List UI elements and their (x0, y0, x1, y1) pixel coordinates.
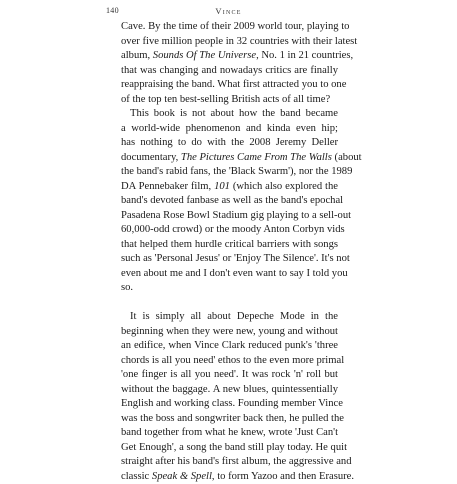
paragraph-2 (121, 107, 338, 296)
text-line: without the baggage. A new blues, quintessentially (121, 383, 338, 398)
text-line: such as 'Personal Jesus' or 'Enjoy The Silence'. It's not (121, 252, 338, 267)
text-line: band's devoted fanbase as well as the band's epochal (121, 194, 338, 209)
paragraph-3 (121, 310, 338, 484)
text-line: an edifice, when Vince Clark reduced punk's 'three (121, 339, 338, 354)
text-line: beginning when they were new, young and without (121, 325, 338, 340)
text-line: album, Sounds Of The Universe, No. 1 in 21 countries, (121, 49, 338, 64)
text-line: 'one finger is all you need'. It was rock 'n' roll but (121, 368, 338, 383)
text-line: straight after his band's first album, the aggressive and (121, 455, 338, 470)
text-line: reappraising the band. What first attracted you to one (121, 78, 338, 93)
italic-title: Speak & Spell (152, 471, 212, 482)
running-header (0, 6, 457, 18)
italic-title: Sounds Of The Universe (153, 50, 256, 61)
text-line: English and working class. Founding member Vince (121, 397, 338, 412)
text-line: was the boss and songwriter back then, he pulled the (121, 412, 338, 427)
text-line: classic Speak & Spell, to form Yazoo and then Erasure. (121, 470, 338, 484)
text-line: Get Enough', a song the band still play today. He quit (121, 441, 338, 456)
text-line: documentary, The Pictures Came From The Walls (about (121, 151, 338, 166)
text-line: that helped them hurdle critical barriers with songs (121, 238, 338, 253)
text-line: of the top ten best-selling British acts of all time? (121, 93, 338, 108)
paragraph-1 (121, 20, 338, 107)
text-line: a world-wide phenomenon and kinda even hip; (121, 122, 338, 137)
text-line: so. (121, 281, 338, 296)
italic-title: 101 (214, 181, 230, 192)
text-line: This book is not about how the band became (121, 107, 338, 122)
text-line: Pasadena Rose Bowl Stadium gig playing to a sell-out (121, 209, 338, 224)
page-number: 140 (106, 6, 119, 15)
text-line: chords is all you need' ethos to the even more primal (121, 354, 338, 369)
running-title: Vince (0, 6, 457, 16)
paragraph-gap (121, 296, 338, 311)
text-line: the band's rabid fans, the 'Black Swarm'), nor the 1989 (121, 165, 338, 180)
text-line: over five million people in 32 countries with their latest (121, 35, 338, 50)
text-line: that was changing and nowadays critics are finally (121, 64, 338, 79)
text-line: Cave. By the time of their 2009 world tour, playing to (121, 20, 338, 35)
text-line: It is simply all about Depeche Mode in the (121, 310, 338, 325)
italic-title: The Pictures Came From The Walls (181, 152, 332, 163)
text-line: even about me and I don't even want to say I told you (121, 267, 338, 282)
text-line: DA Pennebaker film, 101 (which also explored the (121, 180, 338, 195)
text-line: band together from what he knew, wrote 'Just Can't (121, 426, 338, 441)
text-line: has nothing to do with the 2008 Jeremy Deller (121, 136, 338, 151)
text-line: 60,000-odd crowd) or the moody Anton Corbyn vids (121, 223, 338, 238)
body-text (121, 20, 338, 484)
